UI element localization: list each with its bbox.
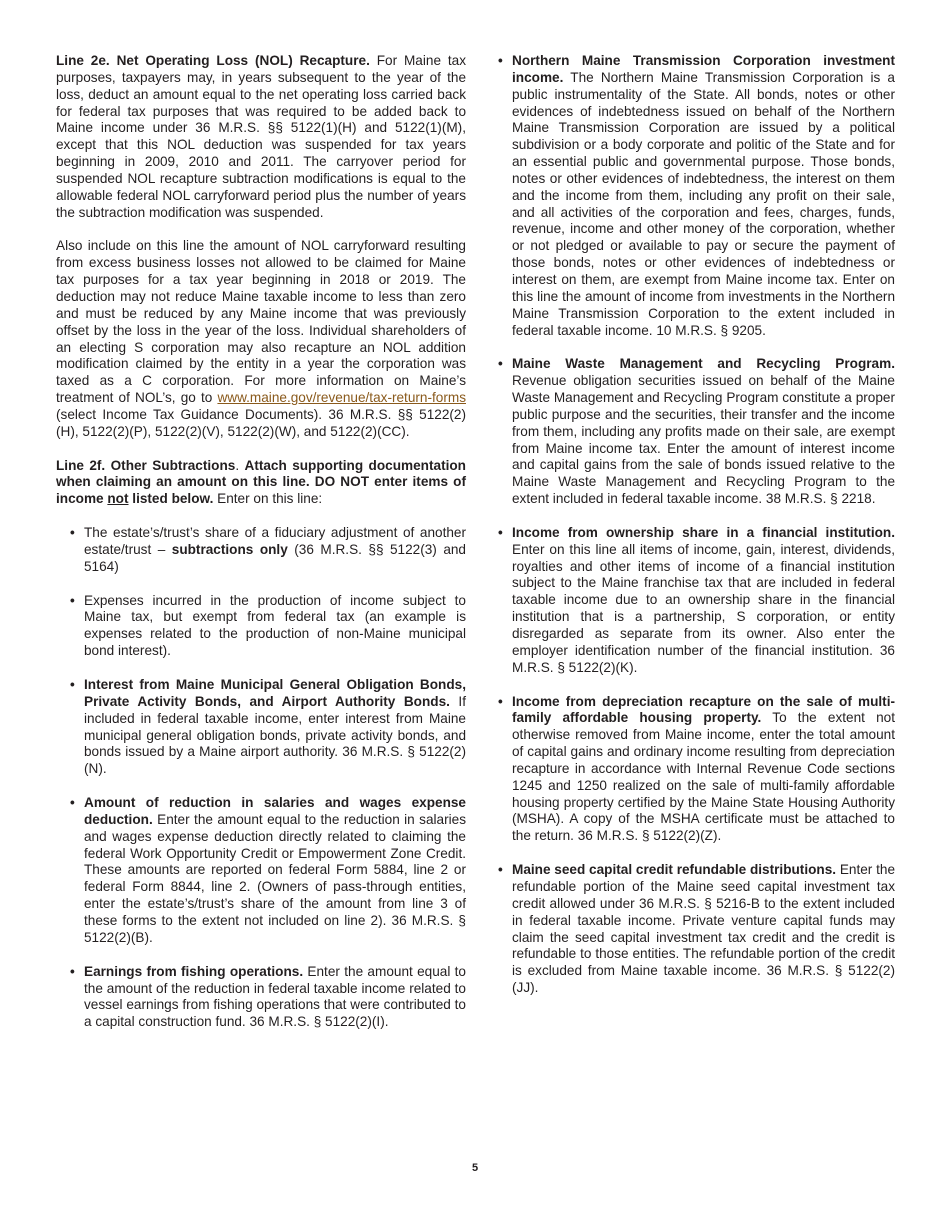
body-text: Enter the refundable portion of the Maine seed capital investment tax credit allowed under 36 M.R.S. § 5216-B to the extent included in federal taxable income. Private venture capital funds may claim the seed capital investment tax credit and the credit is refundable to those entities. The refundable portion of the credit is excluded from Maine taxable income. 36 M.R.S. § 5122(2)(JJ). <box>512 862 896 996</box>
body-text: Expenses incurred in the production of income subject to Maine tax, but exempt from federal tax (an example is expenses related to the production of non-Maine municipal bond interest). <box>84 592 466 659</box>
bullet-item <box>70 795 466 947</box>
bold-text: Maine seed capital credit refundable distributions. <box>512 862 837 878</box>
body-text: Enter on this line all items of income, gain, interest, dividends, royalties and other items of income of a financial institution subject to the Maine franchise tax that are included in federal taxable income due to an ownership share in the financial institution that is a partnership, S corporation, or entity disregarded as separate from its owner. Also enter the employer identification number of the financial institution. 36 M.R.S. § 5122(2)(K). <box>512 541 895 675</box>
bold-text: Income from depreciation recapture on the sale of multi-family affordable housing property. <box>512 693 895 726</box>
bullet-icon: • <box>498 356 503 372</box>
bold-text: Attach supporting documentation when claiming an amount on this line. DO NOT enter items of income <box>56 457 466 507</box>
body-text: (36 M.R.S. §§ 5122(3) and 5164) <box>84 541 466 574</box>
page-number: 5 <box>471 1162 479 1174</box>
body-text: For Maine tax purposes, taxpayers may, in years subsequent to the year of the loss, deduct an amount equal to the net operating loss carried back for federal tax purposes that was required to be added back to Maine income under 36 M.R.S. §§ 5122(1)(H) and 5122(1)(M), except that this NOL deduction was suspended for tax years beginning in 2009, 2010 and 2011. The carryover period for suspended NOL recapture subtraction modifications is equal to the allowable federal NOL carryforward period plus the number of years the subtraction modification was suspended. <box>56 53 466 220</box>
bold-text: listed below. <box>128 491 214 507</box>
forms-link[interactable]: www.maine.gov/revenue/tax-return-forms <box>217 390 466 406</box>
body-text: . <box>235 457 245 473</box>
body-text: Enter on this line: <box>213 491 323 507</box>
body-text: If included in federal taxable income, enter interest from Maine municipal general obligation bonds, private activity bonds, and bonds issued by a Maine airport authority. 36 M.R.S. § 5122(2)(N). <box>84 693 466 777</box>
bullet-icon: • <box>70 795 75 811</box>
bullet-item <box>498 694 895 846</box>
body-text: To the extent not otherwise removed from Maine income, enter the total amount of capital gains and ordinary income resulting from depreciation recapture in accordance with Internal Revenue Code sections 1245 and 1250 realized on the sale of multi-family affordable housing property certified by the Maine State Housing Authority (MSHA). A copy of the MSHA certificate must be attached to the return. 36 M.R.S. § 5122(2)(Z). <box>512 710 896 844</box>
bullet-item <box>498 356 895 508</box>
bold-text: subtractions only <box>171 541 288 557</box>
body-text: Enter the amount equal to the reduction in salaries and wages expense deduction directly related to claiming the federal Work Opportunity Credit or Empowerment Zone Credit. These amounts are reported on federal Form 5884, line 2 or federal Form 8844, line 2. (Owners of pass-through entities, enter the estate’s/trust’s share of the amount from line 3 of these forms to the extent not included on line 2). 36 M.R.S. § 5122(2)(B). <box>84 811 466 945</box>
bold-text: Interest from Maine Municipal General Obligation Bonds, Private Activity Bonds, and Airport Authority Bonds. <box>84 677 466 709</box>
paragraph <box>56 238 466 440</box>
bullet-icon: • <box>498 693 503 709</box>
bold-text: Earnings from fishing operations. <box>84 963 304 979</box>
bullet-item <box>70 593 466 660</box>
left-column <box>56 53 466 1048</box>
bullet-icon: • <box>70 677 75 692</box>
bold-text: Line 2e. Net Operating Loss (NOL) Recapture. <box>56 53 370 68</box>
underlined-text: not <box>107 491 129 507</box>
bullet-item <box>70 525 466 576</box>
paragraph <box>56 53 466 221</box>
body-text: Also include on this line the amount of NOL carryforward resulting from excess business losses not allowed to be claimed for Maine tax purposes for a tax year beginning in 2018 or 2019. The deduction may not reduce Maine taxable income to less than zero and must be reduced by any Maine income that was previously offset by the loss in the year of the loss. Individual shareholders of an electing S corporation may also recapture an NOL addition modification claimed by the entity in a year the corporation was taxed as a C corporation. For more information on Maine’s treatment of NOL’s, go to <box>56 238 466 406</box>
bold-text: Income from ownership share in a financial institution. <box>512 524 895 540</box>
bullet-item <box>498 53 895 339</box>
bullet-icon: • <box>498 53 503 68</box>
bold-text: Northern Maine Transmission Corporation investment income. <box>512 53 895 85</box>
body-text: (select Income Tax Guidance Documents). 36 M.R.S. §§ 5122(2)(H), 5122(2)(P), 5122(2)(V), 5122(2)(W), and 5122(2)(CC). <box>56 406 466 439</box>
bold-text: Amount of reduction in salaries and wages expense deduction. <box>84 795 466 827</box>
body-text: Revenue obligation securities issued on behalf of the Maine Waste Management and Recycling Program constitute a proper public purpose and the securities, their transfer and the income from them, including any profits made on their sale, are exempt from Maine income tax. Enter the amount of interest income and capital gains from the sale of bonds issued relative to the Maine Waste Management and Recycling Program to the extent included in federal taxable income. 38 M.R.S. § 2218. <box>512 373 895 507</box>
bold-text: Maine Waste Management and Recycling Program. <box>512 356 895 372</box>
body-text: The Northern Maine Transmission Corporation is a public instrumentality of the State. All bonds, notes or other evidences of indebtedness issued on behalf of the Northern Maine Transmission Corporation are issued by a political subdivision or a body corporate and politic of the State and for an essential public and governmental purpose. Those bonds, notes or other evidences of indebtedness, the interest on them and the income from them, including any profit on their sale, and all activities of the corporation and fees, charges, funds, revenue, income and other money of the corporation, whether or not pledged or available to pay or secure the payment of those bonds, notes or other evidences of indebtedness or interest on them, are exempt from Maine income tax. Enter on this line the amount of income from investments in the Northern Maine Transmission Corporation to the extent included in federal taxable income. 10 M.R.S. § 9205. <box>512 69 895 338</box>
bullet-icon: • <box>70 963 75 979</box>
bold-text: Line 2f. Other Subtractions <box>56 457 236 473</box>
body-text: The estate’s/trust’s share of a fiduciary adjustment of another estate/trust – <box>84 525 466 557</box>
bullet-icon: • <box>498 862 503 878</box>
bullet-item <box>498 525 895 677</box>
paragraph <box>56 458 466 509</box>
bullet-icon: • <box>498 524 503 540</box>
bullet-item <box>498 862 895 997</box>
bullet-item <box>70 677 466 778</box>
bullet-item <box>70 964 466 1031</box>
bullet-icon: • <box>70 592 75 608</box>
right-column <box>498 53 895 1014</box>
body-text: Enter the amount equal to the amount of the reduction in federal taxable income related to vessel earnings from fishing operations that were contributed to a capital construction fund. 36 M.R.S. § 5122(2)(I). <box>84 963 466 1030</box>
bullet-icon: • <box>70 525 75 541</box>
bold-underlined-text <box>107 491 128 506</box>
